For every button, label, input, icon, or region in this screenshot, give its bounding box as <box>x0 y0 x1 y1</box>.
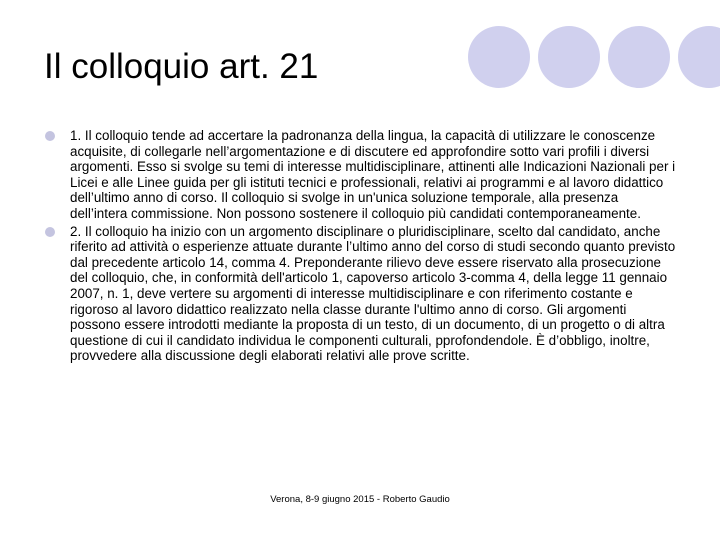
bullet-item-2 <box>44 224 676 364</box>
decorative-circle-1 <box>398 26 460 88</box>
bullet-icon <box>45 227 55 237</box>
bullet-item-1 <box>44 128 676 222</box>
slide-footer: Verona, 8-9 giugno 2015 - Roberto Gaudio <box>270 494 450 505</box>
decorative-circle-3 <box>538 26 600 88</box>
decorative-circle-2 <box>468 26 530 88</box>
slide-title: Il colloquio art. 21 <box>44 47 319 86</box>
bullet-list <box>44 128 676 366</box>
bullet-icon <box>45 131 55 141</box>
bullet-text-2: 2. Il colloquio ha inizio con un argomento disciplinare o pluridisciplinare, scelto dal candidato, anche riferito ad attività o esperienze attuate durante l’ultimo anno del corso di studi secondo quanto previsto dal precedente articolo 14, comma 4. Preponderante rilievo deve essere riservato alla prosecuzione del colloquio, che, in conformità dell'articolo 1, capoverso articolo 3-comma 4, della legge 11 gennaio 2007, n. 1, deve vertere su argomenti di interesse multidisciplinare e con riferimento costante e rigoroso al lavoro didattico realizzato nella classe durante l'ultimo anno di corso. Gli argomenti possono essere introdotti mediante la proposta di un testo, di un documento, di un progetto o di altra questione di cui il candidato individua le componenti culturali, pprofondendole. È d’obbligo, inoltre, provvedere alla discussione degli elaborati relativi alle prove scritte. <box>70 223 676 364</box>
decorative-circle-4 <box>608 26 670 88</box>
decorative-circle-5 <box>678 26 720 88</box>
bullet-text-1: 1. Il colloquio tende ad accertare la padronanza della lingua, la capacità di utilizzare le conoscenze acquisite, di collegarle nell’argomentazione e di discutere ed approfondire sotto vari profili i diversi argomenti. Esso si svolge su temi di interesse multidisciplinare, attinenti alle Indicazioni Nazionali per i Licei e alle Linee guida per gli istituti tecnici e professionali, relativi ai programmi e al lavoro didattico dell’ultimo anno di corso. Il colloquio si svolge in un'unica soluzione temporale, alla presenza dell’intera commissione. Non possono sostenere il colloquio più candidati contemporaneamente. <box>70 128 676 221</box>
